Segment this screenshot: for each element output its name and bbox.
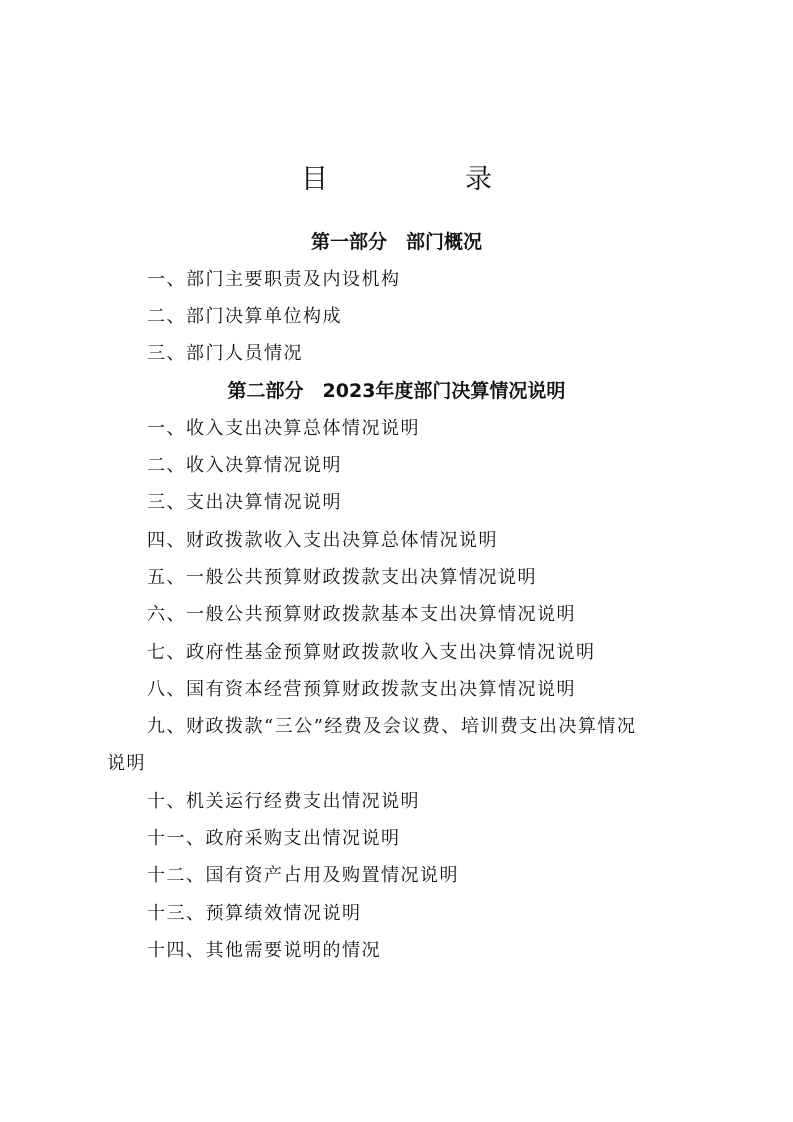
toc-item: 九、财政拨款“三公”经费及会议费、培训费支出决算情况	[147, 716, 637, 737]
toc-item: 十四、其他需要说明的情况	[147, 940, 381, 961]
toc-item: 一、收入支出决算总体情况说明	[147, 418, 420, 439]
toc-item: 二、收入决算情况说明	[147, 455, 342, 476]
toc-item: 七、政府性基金预算财政拨款收入支出决算情况说明	[147, 642, 596, 663]
toc-item: 四、财政拨款收入支出决算总体情况说明	[147, 530, 498, 551]
part2-heading: 第二部分 2023年度部门决算情况说明	[227, 380, 566, 402]
toc-item: 八、国有资本经营预算财政拨款支出决算情况说明	[147, 679, 576, 700]
toc-item: 一、部门主要职责及内设机构	[147, 269, 401, 290]
part1-heading: 第一部分 部门概况	[310, 231, 482, 253]
toc-item: 十二、国有资产占用及购置情况说明	[147, 865, 459, 886]
toc-item: 五、一般公共预算财政拨款支出决算情况说明	[147, 567, 537, 588]
toc-item: 十、机关运行经费支出情况说明	[147, 791, 420, 812]
toc-item-continuation: 说明	[107, 753, 146, 774]
toc-item: 十三、预算绩效情况说明	[147, 903, 362, 924]
toc-item: 十一、政府采购支出情况说明	[147, 828, 401, 849]
toc-item: 二、部门决算单位构成	[147, 306, 342, 327]
page-title: 目 录	[301, 164, 547, 196]
toc-item: 三、部门人员情况	[147, 343, 303, 364]
toc-item: 六、一般公共预算财政拨款基本支出决算情况说明	[147, 604, 576, 625]
toc-item: 三、支出决算情况说明	[147, 492, 342, 513]
